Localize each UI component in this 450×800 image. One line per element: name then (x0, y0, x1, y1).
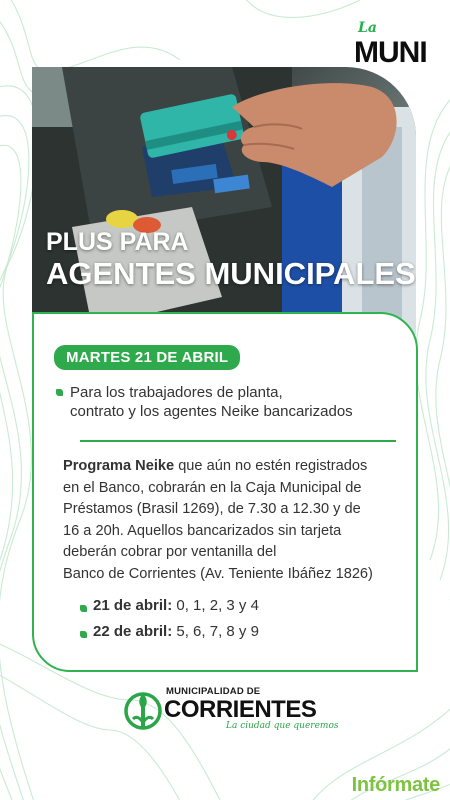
la-muni-logo (354, 20, 434, 72)
municipalidad-corrientes-logo (124, 683, 344, 743)
program-line-5: deberán cobrar por ventanilla del (63, 544, 277, 560)
schedule-digits: 0, 1, 2, 3 y 4 (172, 597, 259, 614)
hero-photo-atm (32, 67, 416, 335)
date-badge: MARTES 21 DE ABRIL (54, 345, 240, 370)
brand-prefix: La (358, 20, 377, 36)
headline-line-1: PLUS PARA (46, 228, 189, 256)
headline (46, 229, 416, 291)
logo-city-text: CORRIENTES (164, 696, 317, 723)
workers-line-1: Para los trabajadores de planta, (70, 384, 283, 401)
schedule-date: 22 de abril: (93, 623, 173, 640)
program-line-6: Banco de Corrientes (Av. Teniente Ibáñez 1826) (63, 565, 373, 582)
schedule-date: 21 de abril: (93, 597, 173, 614)
program-line-3: Préstamos (Brasil 1269), de 7.30 a 12.30 y de (63, 501, 361, 517)
workers-text (70, 383, 353, 421)
logo-tagline: La ciudad que queremos (226, 721, 339, 731)
program-line-2: en el Banco, cobrarán en la Caja Municipal de (63, 479, 362, 496)
informate-logo: Infórmate (351, 774, 440, 796)
bullet-icon (80, 631, 87, 638)
workers-line-2: contrato y los agentes Neike bancarizados (70, 403, 353, 420)
headline-line-2: AGENTES MUNICIPALES (46, 256, 416, 291)
city-emblem-icon (124, 685, 162, 737)
divider (80, 440, 396, 442)
program-line-4: 16 a 20h. Aquellos bancarizados sin tarjeta (63, 522, 342, 539)
program-line-1: que aún no estén registrados (174, 458, 368, 474)
program-lead: Programa Neike (63, 458, 175, 474)
schedule-day-2 (93, 623, 259, 640)
bullet-icon (56, 389, 63, 396)
program-paragraph (63, 456, 408, 585)
brand-name: MUNI (354, 36, 427, 69)
schedule-digits: 5, 6, 7, 8 y 9 (172, 623, 259, 640)
bullet-icon (80, 605, 87, 612)
info-card (32, 312, 418, 672)
logo-small-text: MUNICIPALIDAD DE (166, 686, 261, 697)
atm-illustration (32, 67, 416, 335)
schedule-day-1 (93, 597, 259, 614)
